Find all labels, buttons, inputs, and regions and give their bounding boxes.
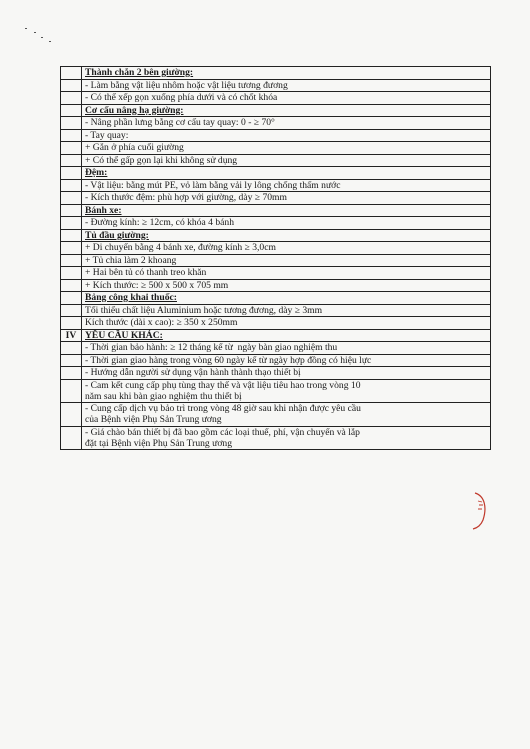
row-number-cell [61, 192, 82, 205]
row-text: - Nâng phần lưng bằng cơ cấu tay quay: 0 - ≥ 70° [82, 117, 491, 130]
table-row [61, 242, 491, 255]
table-row [61, 426, 491, 450]
row-number-cell [61, 267, 82, 280]
row-number-cell [61, 379, 82, 403]
row-text: - Tay quay: [82, 129, 491, 142]
table-row [61, 317, 491, 330]
table-row [61, 267, 491, 280]
table-row [61, 79, 491, 92]
table-row [61, 154, 491, 167]
row-number-cell [61, 142, 82, 155]
row-number-cell [61, 254, 82, 267]
row-text: - Cung cấp dịch vụ bảo trì trong vòng 48 giờ sau khi nhận được yêu cầu của Bệnh viện Phụ Sản Trung ương [82, 403, 491, 427]
table-row [61, 342, 491, 355]
row-text: - Thời gian bảo hành: ≥ 12 tháng kể từ ngày bàn giao nghiệm thu [82, 342, 491, 355]
section-heading: YÊU CẦU KHÁC: [82, 329, 491, 342]
row-number-cell [61, 67, 82, 80]
table-row [61, 192, 491, 205]
table-row [61, 229, 491, 242]
table-row [61, 329, 491, 342]
row-number-cell [61, 92, 82, 105]
section-heading: Cơ cấu nâng hạ giường: [82, 104, 491, 117]
row-text: + Di chuyển bằng 4 bánh xe, đường kính ≥ 3,0cm [82, 242, 491, 255]
table-row [61, 217, 491, 230]
row-number-cell [61, 179, 82, 192]
table-row [61, 67, 491, 80]
row-text: - Kích thước đệm: phù hợp với giường, dày ≥ 70mm [82, 192, 491, 205]
row-number-cell [61, 79, 82, 92]
section-heading: Đệm: [82, 167, 491, 180]
table-row [61, 104, 491, 117]
row-number-cell [61, 354, 82, 367]
row-number-cell [61, 217, 82, 230]
table-row [61, 354, 491, 367]
table-row [61, 292, 491, 305]
table-row [61, 403, 491, 427]
table-row [61, 254, 491, 267]
table-row [61, 167, 491, 180]
row-number-cell [61, 117, 82, 130]
row-number-cell [61, 154, 82, 167]
table-row [61, 142, 491, 155]
row-text: + Hai bên tủ có thanh treo khăn [82, 267, 491, 280]
table-row [61, 129, 491, 142]
section-heading: Bánh xe: [82, 204, 491, 217]
row-number-cell [61, 317, 82, 330]
row-text: - Thời gian giao hàng trong vòng 60 ngày kể từ ngày hợp đồng có hiệu lực [82, 354, 491, 367]
table-row [61, 379, 491, 403]
row-number-cell [61, 242, 82, 255]
row-number-cell [61, 342, 82, 355]
row-text: + Tủ chia làm 2 khoang [82, 254, 491, 267]
row-text: - Đường kính: ≥ 12cm, có khóa 4 bánh [82, 217, 491, 230]
red-stamp-mark [469, 490, 493, 530]
row-number-cell [61, 426, 82, 450]
table-row [61, 279, 491, 292]
row-number-cell [61, 292, 82, 305]
row-number-cell [61, 367, 82, 380]
row-text: - Cam kết cung cấp phụ tùng thay thế và vật liệu tiêu hao trong vòng 10 năm sau khi bàn giao nghiệm thu thiết bị [82, 379, 491, 403]
table-row [61, 304, 491, 317]
row-text: - Làm bằng vật liệu nhôm hoặc vật liệu tương đương [82, 79, 491, 92]
row-number-cell: IV [61, 329, 82, 342]
table-row [61, 179, 491, 192]
section-heading: Bảng công khai thuốc: [82, 292, 491, 305]
spec-table [60, 66, 491, 450]
row-text: - Giá chào bán thiết bị đã bao gồm các loại thuế, phí, vận chuyển và lắp đặt tại Bệnh viện Phụ Sản Trung ương [82, 426, 491, 450]
row-number-cell [61, 104, 82, 117]
table-row [61, 204, 491, 217]
row-number-cell [61, 403, 82, 427]
row-text: + Có thể gấp gọn lại khi không sử dụng [82, 154, 491, 167]
table-row [61, 367, 491, 380]
row-number-cell [61, 229, 82, 242]
row-number-cell [61, 304, 82, 317]
table-row [61, 92, 491, 105]
row-text: Tối thiểu chất liệu Aluminium hoặc tương đương, dày ≥ 3mm [82, 304, 491, 317]
row-number-cell [61, 279, 82, 292]
table-row [61, 117, 491, 130]
row-text: Kích thước (dài x cao): ≥ 350 x 250mm [82, 317, 491, 330]
row-number-cell [61, 129, 82, 142]
row-number-cell [61, 204, 82, 217]
row-text: + Gắn ở phía cuối giường [82, 142, 491, 155]
section-heading: Tủ đầu giường: [82, 229, 491, 242]
row-text: - Có thể xếp gọn xuống phía dưới và có chốt khóa [82, 92, 491, 105]
row-text: + Kích thước: ≥ 500 x 500 x 705 mm [82, 279, 491, 292]
section-heading: Thành chắn 2 bên giường: [82, 67, 491, 80]
row-text: - Hướng dẫn người sử dụng vận hành thành thạo thiết bị [82, 367, 491, 380]
row-number-cell [61, 167, 82, 180]
row-text: - Vật liệu: bằng mút PE, vỏ làm bằng vải ly lông chống thấm nước [82, 179, 491, 192]
